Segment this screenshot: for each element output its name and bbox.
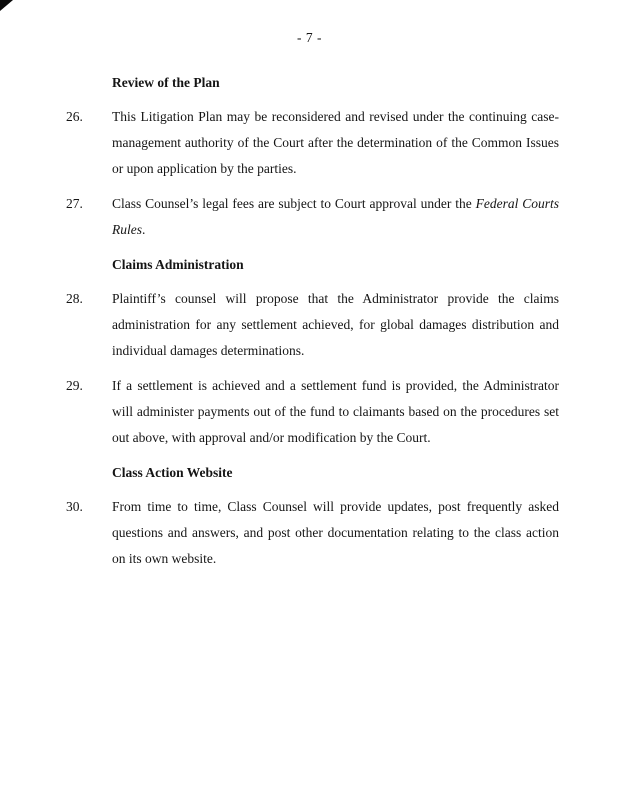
list-item-28 [66,286,559,364]
item-text-italic: Federal Courts Rules [112,196,559,237]
section-heading-class-action-website: Class Action Website [112,465,233,480]
item-text-plain: . [142,222,146,237]
item-text: Plaintiff’s counsel will propose that the Administrator provide the claims administration for any settlement achieved, for global damages distribution and individual damages determinations. [112,291,559,358]
item-number: 26. [66,109,83,124]
section-heading-review-of-the-plan: Review of the Plan [112,75,220,90]
item-text: From time to time, Class Counsel will provide updates, post frequently asked questions and answers, and post other documentation relating to the class action on its own website. [112,499,559,566]
item-text: This Litigation Plan may be reconsidered and revised under the continuing case-management authority of the Court after the determination of the Common Issues or upon application by the parties. [112,109,559,176]
section-heading-claims-administration: Claims Administration [112,257,244,272]
item-text: If a settlement is achieved and a settlement fund is provided, the Administrator will administer payments out of the fund to claimants based on the procedures set out above, with approval and/or modification by the Court. [112,378,559,445]
page-number: - 7 - [297,30,322,45]
list-item-30 [66,494,559,572]
item-number: 27. [66,196,83,211]
item-number: 29. [66,378,83,393]
list-item-27 [66,191,559,243]
item-number: 28. [66,291,83,306]
document-body [66,70,559,572]
item-text-plain: Class Counsel’s legal fees are subject to Court approval under the [112,196,476,211]
item-number: 30. [66,499,83,514]
item-text [112,191,559,243]
list-item-29 [66,373,559,451]
list-item-26 [66,104,559,182]
